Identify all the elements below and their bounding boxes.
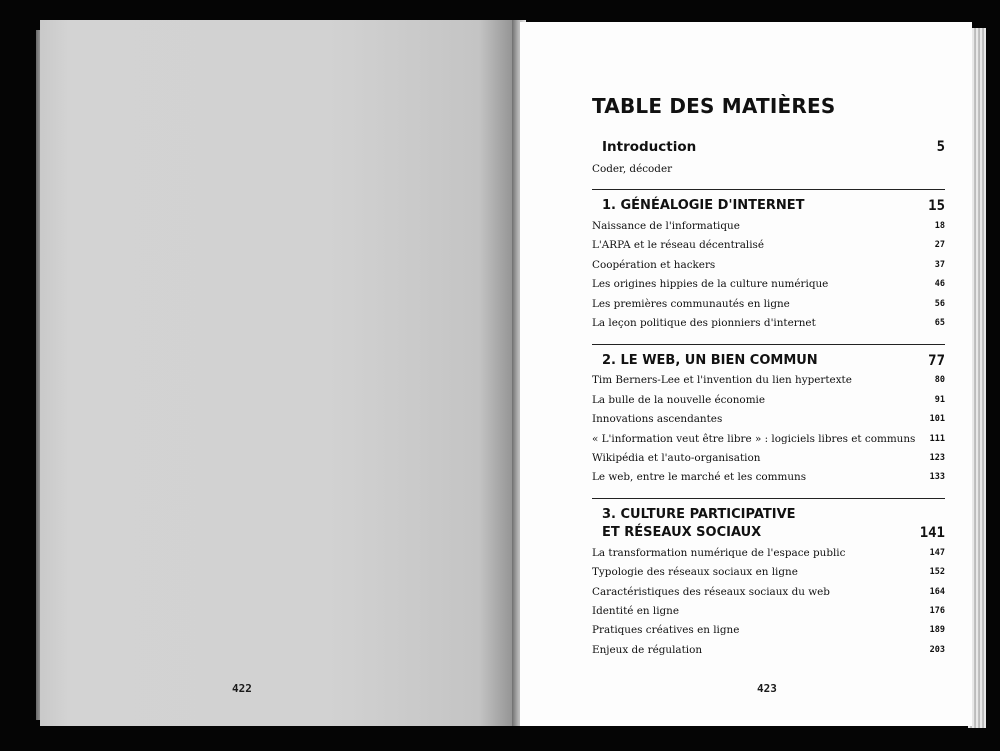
toc-entry (592, 410, 945, 429)
section-heading (592, 352, 945, 370)
section-page-number: 15 (928, 198, 945, 215)
entry-title: Naissance de l'informatique (592, 220, 740, 233)
entry-page-number: 80 (934, 375, 945, 386)
entry-title: « L'information veut être libre » : logiciels libres et communs (592, 432, 916, 445)
entry-page-number: 27 (934, 240, 945, 251)
entry-page-number: 46 (934, 279, 945, 290)
entry-title: L'ARPA et le réseau décentralisé (592, 239, 765, 252)
entry-title: Typologie des réseaux sociaux en ligne (592, 566, 798, 579)
toc-entry (592, 640, 945, 659)
section-page-number: 5 (936, 139, 945, 155)
entry-page-number: 152 (929, 567, 945, 578)
section-title (602, 506, 796, 542)
entry-page-number: 203 (929, 644, 945, 655)
entry-title: Wikipédia et l'auto-organisation (592, 451, 761, 464)
entry-page-number: 91 (934, 394, 945, 405)
entry-title: Identité en ligne (592, 604, 680, 617)
section-heading (592, 197, 945, 215)
entry-title: Les premières communautés en ligne (592, 297, 790, 310)
section-title: 2. LE WEB, UN BIEN COMMUN (602, 352, 818, 368)
section-page-number: 141 (919, 525, 945, 542)
section-heading (592, 506, 945, 542)
section-title-line-2: ET RÉSEAUX SOCIAUX (602, 525, 762, 541)
toc-entry (592, 216, 945, 235)
toc-entry (592, 601, 945, 620)
entry-page-number: 176 (929, 605, 945, 616)
toc-entry (592, 159, 945, 178)
section-divider (592, 498, 945, 499)
right-page-number: 423 (757, 682, 777, 695)
entry-title: Le web, entre le marché et les communs (592, 471, 807, 484)
toc-entry (592, 371, 945, 390)
toc-entry (592, 390, 945, 409)
entry-page-number: 164 (929, 586, 945, 597)
left-page (40, 20, 517, 726)
entry-page-number: 65 (934, 318, 945, 329)
entry-page-number: 111 (929, 433, 945, 444)
toc-entry (592, 543, 945, 562)
section-title-line-1: 3. CULTURE PARTICIPATIVE (602, 507, 796, 523)
toc-section-2 (592, 352, 945, 487)
entry-title: La bulle de la nouvelle économie (592, 393, 766, 406)
entry-title: La leçon politique des pionniers d'internet (592, 317, 816, 330)
entry-title: Innovations ascendantes (592, 413, 723, 426)
toc-entry (592, 448, 945, 467)
toc-entry (592, 313, 945, 332)
entry-page-number: 101 (929, 414, 945, 425)
toc-entry (592, 255, 945, 274)
entry-page-number: 147 (929, 547, 945, 558)
entry-title: Caractéristiques des réseaux sociaux du web (592, 585, 830, 598)
entry-title: Pratiques créatives en ligne (592, 624, 740, 637)
entry-title: Tim Berners-Lee et l'invention du lien hypertexte (592, 374, 852, 387)
toc-entry (592, 468, 945, 487)
section-heading (592, 138, 945, 156)
entry-page-number: 56 (934, 298, 945, 309)
entry-title: Enjeux de régulation (592, 643, 703, 656)
entry-title: Les origines hippies de la culture numérique (592, 278, 829, 291)
toc-section-1 (592, 197, 945, 332)
entry-title: Coopération et hackers (592, 258, 716, 271)
toc-entry (592, 429, 945, 448)
toc-section-3 (592, 506, 945, 659)
toc-section-introduction (592, 138, 945, 178)
entry-title: Coder, décoder (592, 162, 673, 175)
entry-page-number: 189 (929, 625, 945, 636)
section-title: Introduction (602, 139, 697, 155)
entry-page-number: 37 (934, 259, 945, 270)
entry-page-number: 123 (929, 452, 945, 463)
toc-title: TABLE DES MATIÈRES (592, 94, 836, 118)
section-page-number: 77 (928, 352, 945, 369)
toc-entry (592, 621, 945, 640)
entry-page-number: 133 (929, 472, 945, 483)
toc-entry (592, 275, 945, 294)
toc-entry (592, 294, 945, 313)
toc-entry (592, 236, 945, 255)
entry-title: La transformation numérique de l'espace public (592, 546, 846, 559)
toc-entry (592, 562, 945, 581)
left-page-number: 422 (232, 682, 252, 695)
entry-page-number: 18 (934, 221, 945, 232)
toc-entry (592, 582, 945, 601)
table-of-contents (592, 94, 945, 659)
section-divider (592, 344, 945, 345)
section-divider (592, 189, 945, 190)
section-title: 1. GÉNÉALOGIE D'INTERNET (602, 198, 805, 214)
